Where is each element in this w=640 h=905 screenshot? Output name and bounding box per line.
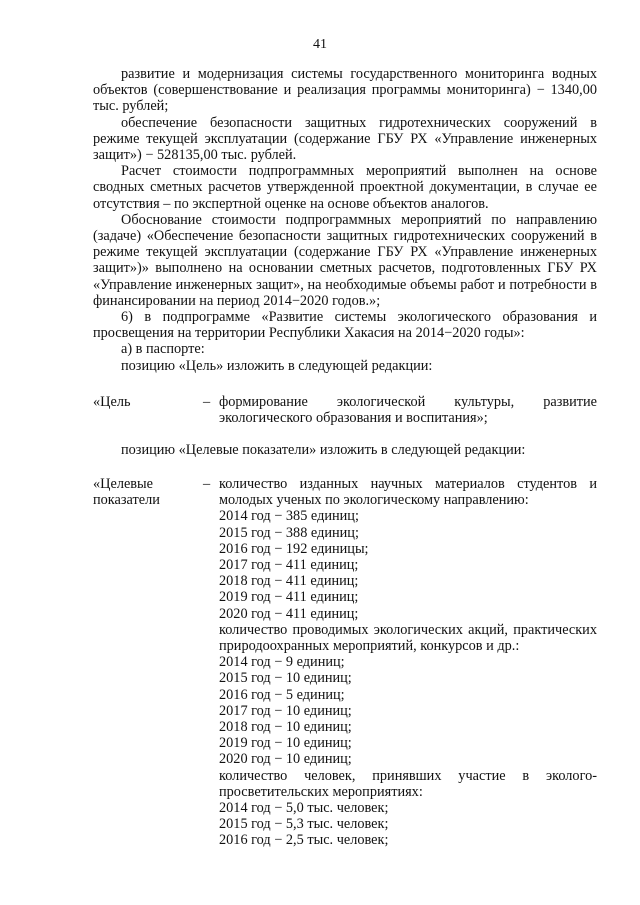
indicator-line: 2016 год − 192 единицы; <box>219 540 369 557</box>
indicator-line: количество изданных научных материалов студентов и молодых ученых по экологическому направлению: <box>219 476 597 509</box>
indicators-value <box>219 476 597 849</box>
indicators-label <box>93 476 193 508</box>
indicator-line: 2020 год − 411 единиц; <box>219 605 359 622</box>
indicator-line: количество проводимых экологических акций, практических природоохранных мероприятий, конкурсов и др.: <box>219 621 597 655</box>
goal-dash: – <box>203 394 211 410</box>
indicator-line: 2017 год − 10 единиц; <box>219 702 352 719</box>
indicators-dash: – <box>203 476 211 492</box>
indicator-line: 2016 год − 2,5 тыс. человек; <box>219 832 389 849</box>
paragraph: развитие и модернизация системы государственного мониторинга водных объектов (совершенствование и реализация программы мониторинга) − 1340,00 тыс. рублей; <box>93 66 597 115</box>
indicators-intro: позицию «Целевые показатели» изложить в следующей редакции: <box>121 442 526 458</box>
indicator-line: 2014 год − 5,0 тыс. человек; <box>219 800 389 817</box>
indicators-intro-block <box>93 442 597 458</box>
indicator-line: 2014 год − 385 единиц; <box>219 508 359 525</box>
paragraph: 6) в подпрограмме «Развитие системы экологического образования и просвещения на территории Республики Хакасия на 2014−2020 годы»: <box>93 309 597 342</box>
indicator-line: 2015 год − 10 единиц; <box>219 670 352 687</box>
paragraph: Расчет стоимости подпрограммных мероприятий выполнен на основе сводных сметных расчетов утвержденной проектной документации, в случае ее отсутствия – по экспертной оценке на основе объектов аналогов. <box>93 163 597 212</box>
paragraph: обеспечение безопасности защитных гидротехнических сооружений в режиме текущей эксплуатации (содержание ГБУ РХ «Управление инженерных защит») − 528135,00 тыс. рублей. <box>93 114 597 164</box>
indicator-line: 2017 год − 411 единиц; <box>219 557 359 574</box>
indicator-line: 2018 год − 10 единиц; <box>219 719 352 736</box>
indicators-label-line: показатели <box>93 492 160 509</box>
paragraph: позицию «Цель» изложить в следующей редакции: <box>121 357 433 374</box>
indicator-line: количество человек, принявших участие в эколого-просветительских мероприятиях: <box>219 767 597 800</box>
paragraph: а) в паспорте: <box>121 341 205 358</box>
indicator-line: 2020 год − 10 единиц; <box>219 751 352 768</box>
indicator-line: 2015 год − 388 единиц; <box>219 524 359 541</box>
indicator-line: 2019 год − 10 единиц; <box>219 735 352 752</box>
goal-value: формирование экологической культуры, развитие экологического образования и воспитания»; <box>219 394 597 427</box>
document-body <box>93 66 597 374</box>
indicator-line: 2016 год − 5 единиц; <box>219 686 345 703</box>
indicator-line: 2015 год − 5,3 тыс. человек; <box>219 816 389 833</box>
indicators-label-line: «Целевые <box>93 476 154 492</box>
page-number: 41 <box>313 37 327 52</box>
goal-label: «Цель <box>93 394 131 410</box>
indicator-line: 2018 год − 411 единиц; <box>219 573 359 590</box>
indicator-line: 2014 год − 9 единиц; <box>219 654 345 671</box>
paragraph: Обоснование стоимости подпрограммных мероприятий по направлению (задаче) «Обеспечение безопасности защитных гидротехнических сооружений в режиме текущей эксплуатации (содержание ГБУ РХ «Управление инженерных защит»)» выполнено на основании сметных расчетов, подготовленных ГБУ РХ «Управление инженерных защит», на необходимые объемы работ и потребности в финансировании на период 2014−2020 годов.»; <box>93 211 597 309</box>
indicator-line: 2019 год − 411 единиц; <box>219 589 359 606</box>
